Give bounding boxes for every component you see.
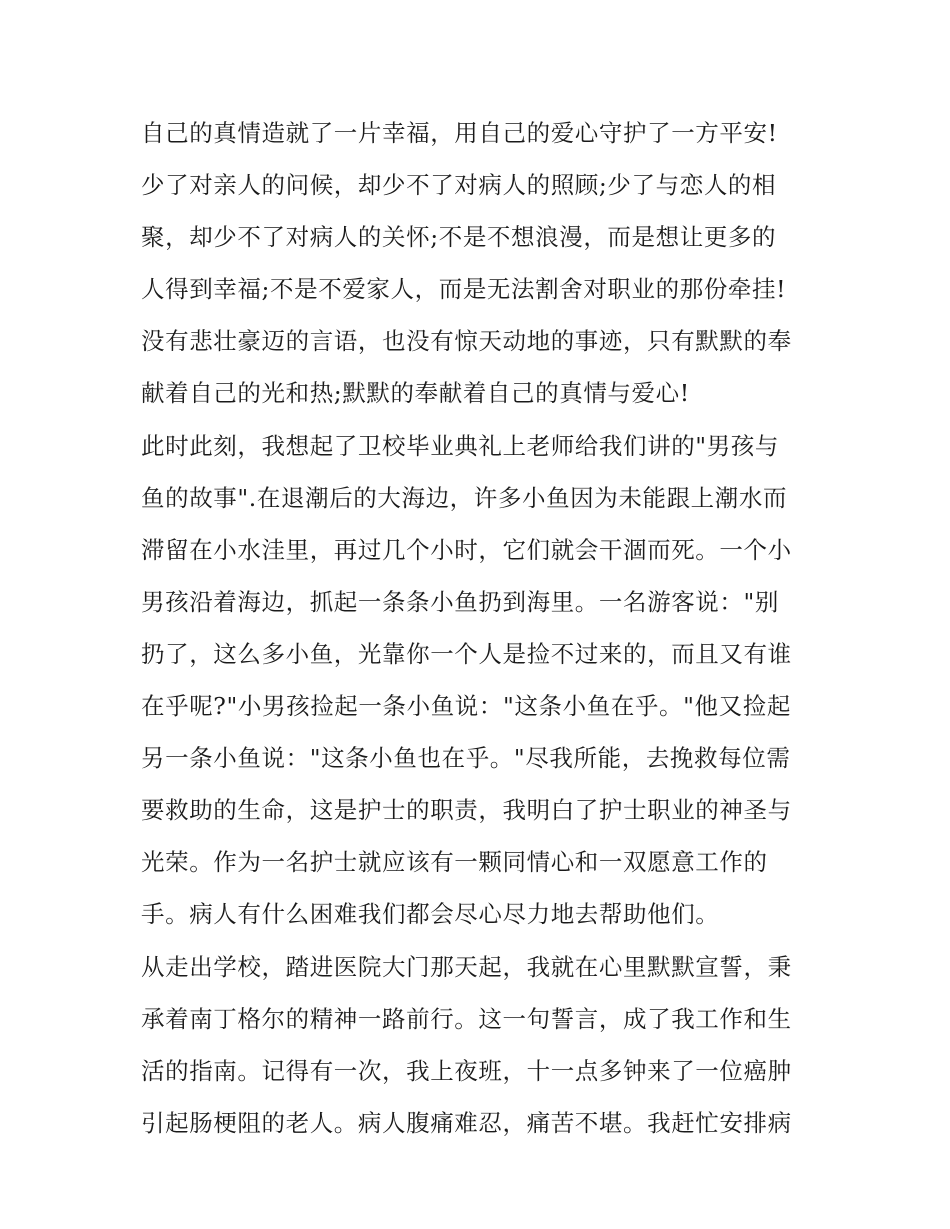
text-line: 此时此刻，我想起了卫校毕业典礼上老师给我们讲的"男孩与 <box>141 431 780 460</box>
text-line: 另一条小鱼说："这条小鱼也在乎。"尽我所能，去挽救每位需 <box>141 744 791 773</box>
text-line: 自己的真情造就了一片幸福，用自己的爱心守护了一方平安! <box>141 119 778 147</box>
text-line: 在乎呢?"小男孩捡起一条小鱼说："这条小鱼在乎。"他又捡起 <box>141 692 791 721</box>
body-text <box>141 107 821 1149</box>
text-line: 滞留在小水洼里，再过几个小时，它们就会干涸而死。一个小 <box>141 535 792 564</box>
text-line: 鱼的故事".在退潮后的大海边，许多小鱼因为未能跟上潮水而 <box>141 483 788 512</box>
text-line: 聚，却少不了对病人的关怀;不是不想浪漫，而是想让更多的 <box>141 223 777 252</box>
text-line: 没有悲壮豪迈的言语，也没有惊天动地的事迹，只有默默的奉 <box>141 327 792 356</box>
text-line: 活的指南。记得有一次，我上夜班，十一点多钟来了一位癌肿 <box>141 1056 792 1085</box>
text-line: 光荣。作为一名护士就应该有一颗同情心和一双愿意工作的 <box>141 848 768 877</box>
text-line: 人得到幸福;不是不爱家人，而是无法割舍对职业的那份牵挂! <box>141 275 787 304</box>
text-line: 要救助的生命，这是护士的职责，我明白了护士职业的神圣与 <box>141 796 792 825</box>
text-line: 扔了，这么多小鱼，光靠你一个人是捡不过来的，而且又有谁 <box>141 639 792 668</box>
text-line: 引起肠梗阻的老人。病人腹痛难忍，痛苦不堪。我赶忙安排病 <box>141 1108 792 1137</box>
text-line: 献着自己的光和热;默默的奉献着自己的真情与爱心! <box>141 379 690 408</box>
text-line: 手。病人有什么困难我们都会尽心尽力地去帮助他们。 <box>141 900 720 929</box>
text-line: 少了对亲人的问候，却少不了对病人的照顾;少了与恋人的相 <box>141 171 777 200</box>
text-line: 承着南丁格尔的精神一路前行。这一句誓言，成了我工作和生 <box>141 1004 792 1033</box>
text-line: 男孩沿着海边，抓起一条条小鱼扔到海里。一名游客说："别 <box>141 587 780 616</box>
text-line: 从走出学校，踏进医院大门那天起，我就在心里默默宣誓，秉 <box>141 952 792 981</box>
